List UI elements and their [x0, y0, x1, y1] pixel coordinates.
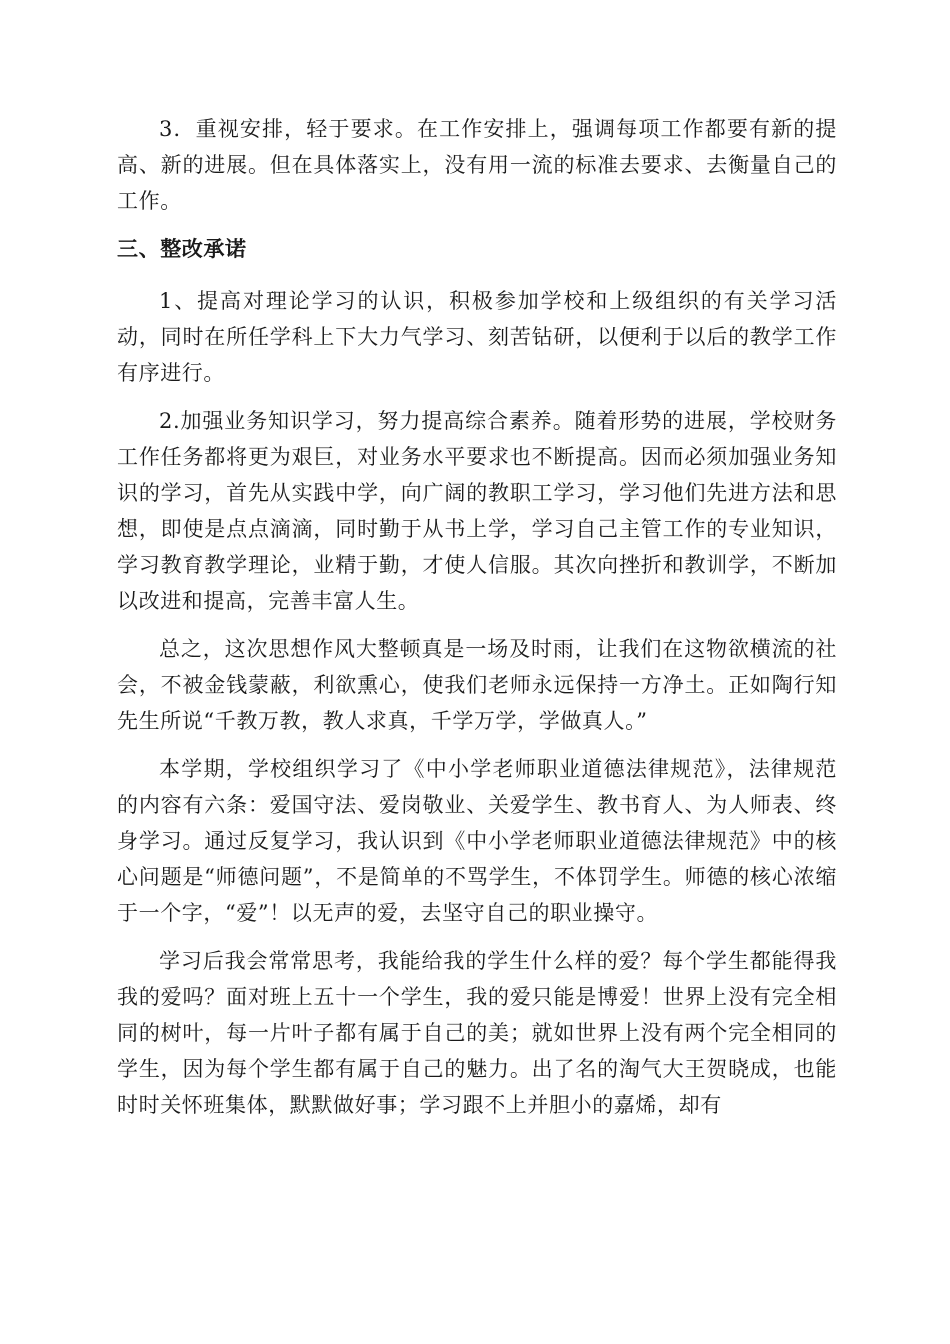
paragraph-commitment-2: 2.加强业务知识学习，努力提高综合素养。随着形势的进展，学校财务工作任务都将更为艰巨，对业务水平要求也不断提高。因而必须加强业务知识的学习，首先从实践中学，向广阔的教职工学习，学习他们先进方法和思想，即使是点点滴滴，同时勤于从书上学，学习自己主管工作的专业知识，学习教育教学理论，业精于勤，才使人信服。其次向挫折和教训学，不断加以改进和提高，完善丰富人生。: [117, 409, 837, 613]
paragraph-item-3: 3．重视安排，轻于要求。在工作安排上，强调每项工作都要有新的提高、新的进展。但在具体落实上，没有用一流的标准去要求、去衡量自己的工作。: [117, 117, 837, 213]
paragraph-reflection: 学习后我会常常思考，我能给我的学生什么样的爱？每个学生都能得我我的爱吗？面对班上五十一个学生，我的爱只能是博爱！世界上没有完全相同的树叶，每一片叶子都有属于自己的美；就如世界上没有两个完全相同的学生，因为每个学生都有属于自己的魅力。出了名的淘气大王贺晓成，也能时时关怀班集体，默默做好事；学习跟不上并胆小的嘉烯，却有: [117, 949, 837, 1117]
paragraph-summary: 总之，这次思想作风大整顿真是一场及时雨，让我们在这物欲横流的社会，不被金钱蒙蔽，利欲熏心，使我们老师永远保持一方净土。正如陶行知先生所说“千教万教，教人求真，千学万学，学做真人。”: [117, 637, 837, 733]
section-heading: 三、整改承诺: [117, 237, 247, 261]
document-body: [117, 111, 837, 1135]
paragraph-semester-study: 本学期，学校组织学习了《中小学老师职业道德法律规范》，法律规范的内容有六条：爱国守法、爱岗敬业、关爱学生、教书育人、为人师表、终身学习。通过反复学习，我认识到《中小学老师职业道德法律规范》中的核心问题是“师德问题”，不是简单的不骂学生，不体罚学生。师德的核心浓缩于一个字，“爱”！以无声的爱，去坚守自己的职业操守。: [117, 757, 837, 925]
paragraph-commitment-1: 1、提高对理论学习的认识，积极参加学校和上级组织的有关学习活动，同时在所任学科上下大力气学习、刻苦钻研，以便利于以后的教学工作有序进行。: [117, 289, 837, 385]
